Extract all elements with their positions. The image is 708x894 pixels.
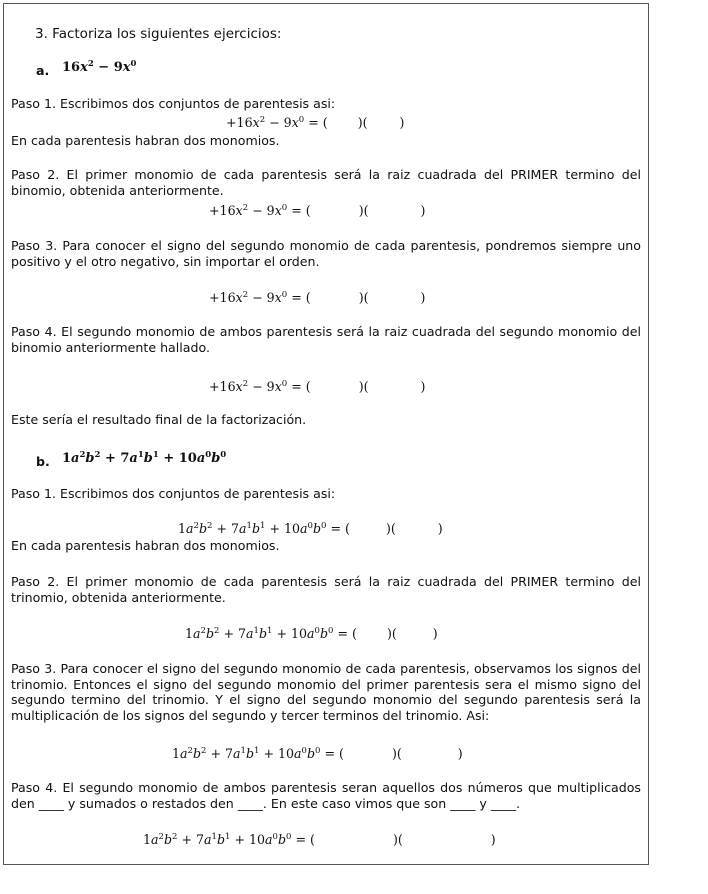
equation-a-4: $+16x^2 - 9x^0$ = ( )( ) <box>209 379 426 394</box>
part-b-label: b. <box>36 454 50 469</box>
part-a-paso3: Paso 3. Para conocer el signo del segundo monomio de cada parentesis, pondremos siempre uno positivo y el otro negativo, sin importar el orden. <box>11 238 641 269</box>
part-b-paso1-note: En cada parentesis habran dos monomios. <box>11 538 280 553</box>
part-a-final: Este sería el resultado final de la factorización. <box>11 412 307 427</box>
part-b-paso4: Paso 4. El segundo monomio de ambos parentesis seran aquellos dos números que multiplicados den ____ y sumados o restados den ____. En este caso vimos que son ____ y ____. <box>11 780 641 811</box>
equation-b-2: $1a^2b^2 + 7a^1b^1 + 10a^0b^0$ = ( )( ) <box>185 626 438 641</box>
part-a-expression: $16x^2 - 9x^0$ <box>62 59 137 75</box>
equation-a-1: $+16x^2 - 9x^0$ = ( )( ) <box>226 115 405 130</box>
equation-b-3: $1a^2b^2 + 7a^1b^1 + 10a^0b^0$ = ( )( ) <box>172 746 463 761</box>
part-a-paso2: Paso 2. El primer monomio de cada parentesis será la raiz cuadrada del PRIMER termino del binomio, obtenida anteriormente. <box>11 167 641 198</box>
part-b-paso2: Paso 2. El primer monomio de cada parentesis será la raiz cuadrada del PRIMER termino del trinomio, obtenida anteriormente. <box>11 574 641 605</box>
part-b-expression: $1a^2b^2 + 7a^1b^1 + 10a^0b^0$ <box>62 450 227 466</box>
part-a-paso4: Paso 4. El segundo monomio de ambos parentesis será la raiz cuadrada del segundo monomio del binomio anteriormente hallado. <box>11 324 641 355</box>
equation-b-1: $1a^2b^2 + 7a^1b^1 + 10a^0b^0$ = ( )( ) <box>178 521 443 536</box>
part-a-label: a. <box>36 63 50 78</box>
part-b-paso1: Paso 1. Escribimos dos conjuntos de parentesis asi: <box>11 486 336 501</box>
equation-a-2: $+16x^2 - 9x^0$ = ( )( ) <box>209 203 426 218</box>
equation-b-4: $1a^2b^2 + 7a^1b^1 + 10a^0b^0$ = ( )( ) <box>143 832 496 847</box>
exercise-heading: 3. Factoriza los siguientes ejercicios: <box>35 26 282 42</box>
part-b-paso3: Paso 3. Para conocer el signo del segundo monomio de cada parentesis, observamos los signos del trinomio. Entonces el signo del segundo monomio del primer parentesis sera el mismo signo del segundo termino del trinomio. Y el signo del segundo monomio del segundo parentesis será la multiplicación de los signos del segundo y tercer terminos del trinomio. Asi: <box>11 661 641 723</box>
part-a-paso1-note: En cada parentesis habran dos monomios. <box>11 133 280 148</box>
equation-a-3: $+16x^2 - 9x^0$ = ( )( ) <box>209 290 426 305</box>
part-a-paso1: Paso 1. Escribimos dos conjuntos de parentesis asi: <box>11 96 336 111</box>
